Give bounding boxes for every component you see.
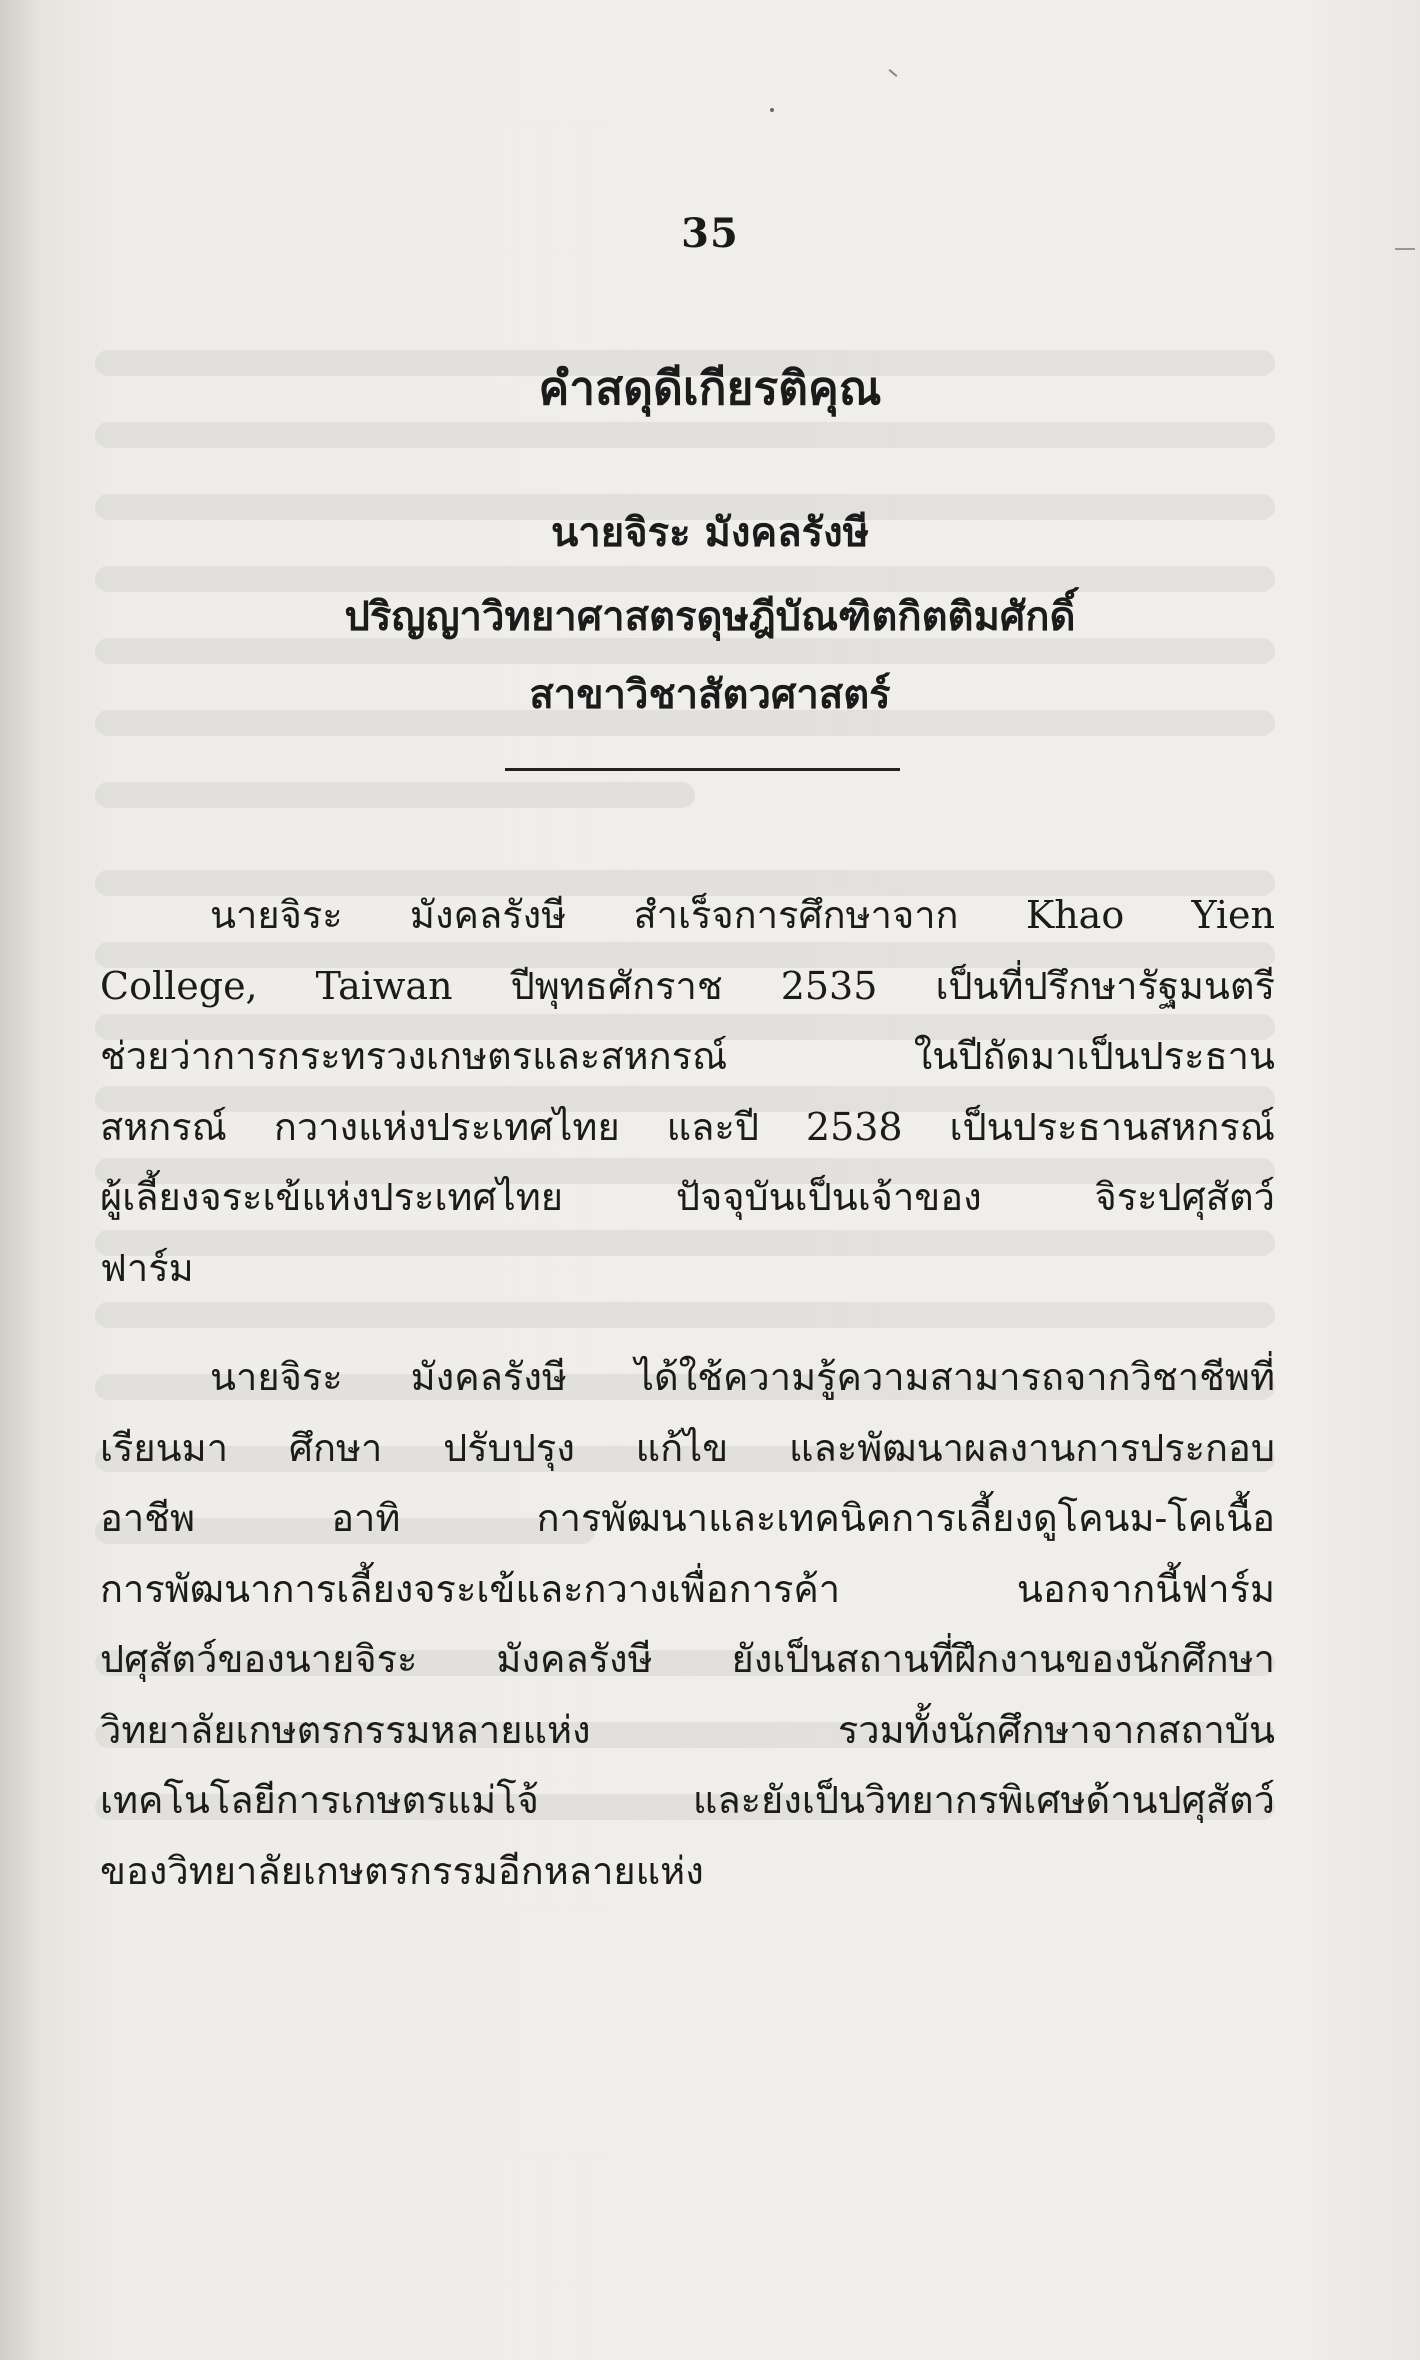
paragraph-line: สหกรณ์ กวางแห่งประเทศไทย และปี 2538 เป็นประธานสหกรณ์ — [100, 1104, 1275, 1149]
speck-mark — [770, 108, 774, 112]
document-title: คำสดุดีเกียรติคุณ — [538, 361, 882, 415]
paragraph-line: ผู้เลี้ยงจระเข้แห่งประเทศไทย ปัจจุบันเป็นเจ้าของ จิระปศุสัตว์ — [100, 1175, 1275, 1219]
page-number: 35 — [681, 210, 739, 257]
paragraph-line: College, Taiwan ปีพุทธศักราช 2535 เป็นที่ปรึกษารัฐมนตรี — [100, 963, 1275, 1008]
paragraph-line: นายจิระ มังคลรังษี ได้ใช้ความรู้ความสามารถจากวิชาชีพที่ — [210, 1355, 1275, 1399]
degree-title: ปริญญาวิทยาศาสตรดุษฎีบัณฑิตกิตติมศักดิ์ — [344, 593, 1076, 640]
paragraph-line: ฟาร์ม — [100, 1245, 194, 1290]
paragraph-line: เรียนมา ศึกษา ปรับปรุง แก้ไข และพัฒนาผลงานการประกอบ — [100, 1425, 1275, 1470]
paragraph-line: วิทยาลัยเกษตรกรรมหลายแห่ง รวมทั้งนักศึกษาจากสถาบัน — [100, 1707, 1275, 1752]
paragraph-line: เทคโนโลยีการเกษตรแม่โจ้ และยังเป็นวิทยากรพิเศษด้านปศุสัตว์ — [100, 1778, 1275, 1822]
paragraph-line: นายจิระ มังคลรังษี สำเร็จการศึกษาจาก Khao Yien — [210, 893, 1275, 937]
paragraph-2 — [100, 1342, 1275, 1906]
paragraph-line: อาชีพ อาทิ การพัฒนาและเทคนิคการเลี้ยงดูโคนม-โคเนื้อ — [100, 1496, 1275, 1540]
paragraph-line: การพัฒนาการเลี้ยงจระเข้และกวางเพื่อการค้า นอกจากนี้ฟาร์ม — [100, 1566, 1275, 1611]
speck-mark — [889, 69, 898, 77]
field-of-study: สาขาวิชาสัตวศาสตร์ — [529, 671, 891, 718]
paragraph-1 — [100, 880, 1275, 1303]
honoree-name: นายจิระ มังคลรังษี — [550, 509, 870, 556]
paragraph-line: ของวิทยาลัยเกษตรกรรมอีกหลายแห่ง — [100, 1848, 704, 1893]
paragraph-line: ปศุสัตว์ของนายจิระ มังคลรังษี ยังเป็นสถานที่ฝึกงานของนักศึกษา — [100, 1637, 1275, 1681]
heading-underline — [505, 768, 900, 771]
paragraph-line: ช่วยว่าการกระทรวงเกษตรและสหกรณ์ ในปีถัดมาเป็นประธาน — [100, 1034, 1275, 1078]
